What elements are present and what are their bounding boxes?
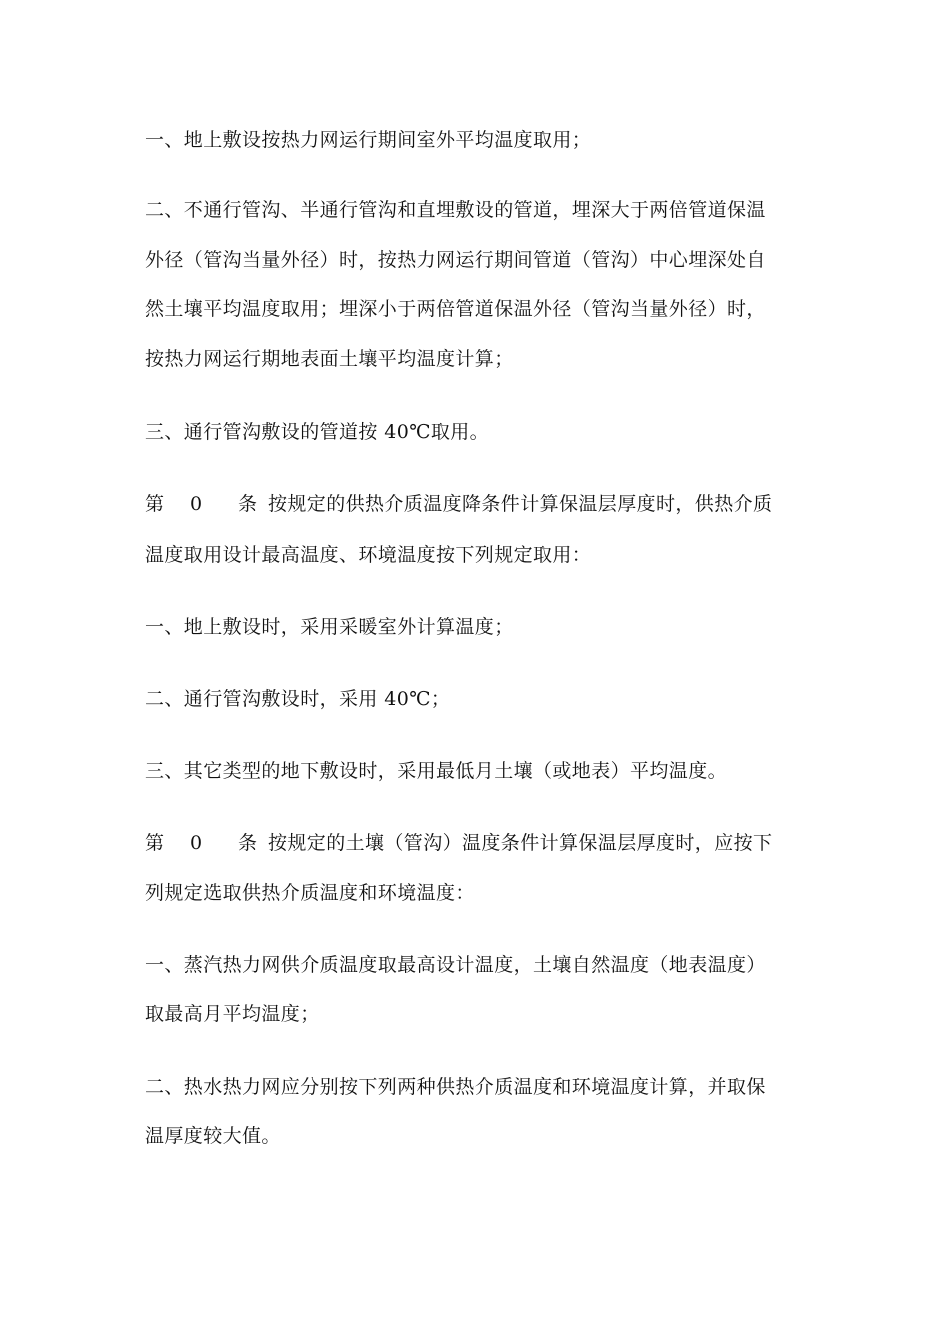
paragraph-line: 然土壤平均温度取用；埋深小于两倍管道保温外径（管沟当量外径）时， — [145, 298, 766, 320]
article-text: 按规定的供热介质温度降条件计算保温层厚度时，供热介质 — [268, 493, 773, 515]
article-text: 按规定的土壤（管沟）温度条件计算保温层厚度时，应按下 — [268, 832, 773, 854]
article-prefix: 第 — [145, 493, 165, 515]
paragraph-line: 二、不通行管沟、半通行管沟和直埋敷设的管道，埋深大于两倍管道保温 — [145, 199, 766, 221]
paragraph-line: 温度取用设计最高温度、环境温度按下列规定取用： — [145, 544, 592, 566]
paragraph-line: 温厚度较大值。 — [145, 1125, 281, 1147]
article-prefix: 第 — [145, 832, 165, 854]
paragraph-line: 取最高月平均温度； — [145, 1003, 320, 1025]
paragraph-line: 一、地上敷设按热力网运行期间室外平均温度取用； — [145, 129, 592, 151]
paragraph-line: 三、通行管沟敷设的管道按 40℃取用。 — [145, 421, 490, 443]
article-number: 0 — [190, 493, 203, 515]
paragraph-line: 外径（管沟当量外径）时，按热力网运行期间管道（管沟）中心埋深处自 — [145, 249, 766, 271]
paragraph-line: 二、热水热力网应分别按下列两种供热介质温度和环境温度计算，并取保 — [145, 1076, 766, 1098]
paragraph-line: 二、通行管沟敷设时，采用 40℃； — [145, 688, 451, 710]
article-heading — [145, 492, 815, 516]
paragraph-line: 三、其它类型的地下敷设时，采用最低月土壤（或地表）平均温度。 — [145, 760, 728, 782]
article-suffix: 条 — [238, 832, 258, 854]
article-suffix: 条 — [238, 493, 258, 515]
paragraph-line: 一、蒸汽热力网供介质温度取最高设计温度，土壤自然温度（地表温度） — [145, 954, 766, 976]
article-heading — [145, 831, 815, 855]
paragraph-line: 按热力网运行期地表面土壤平均温度计算； — [145, 348, 514, 370]
paragraph-line: 列规定选取供热介质温度和环境温度： — [145, 882, 475, 904]
paragraph-line: 一、地上敷设时，采用采暖室外计算温度； — [145, 616, 514, 638]
article-number: 0 — [190, 832, 203, 854]
